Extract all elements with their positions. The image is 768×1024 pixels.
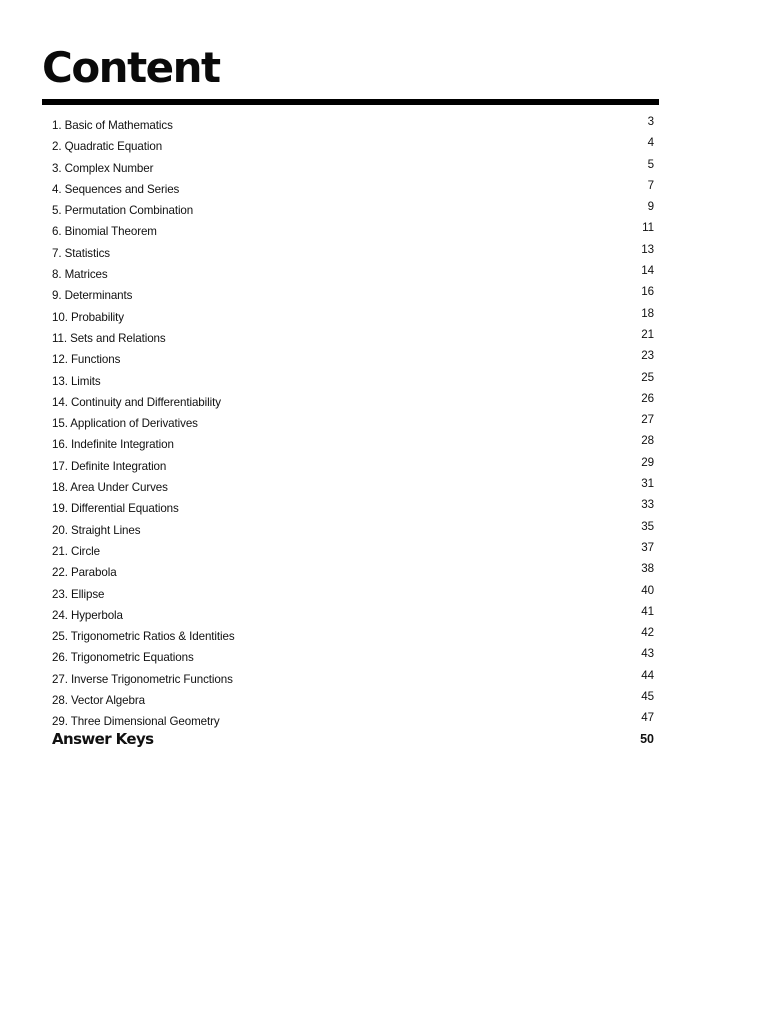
toc-entry-page: 31 bbox=[641, 477, 654, 491]
toc-entry-page: 40 bbox=[641, 583, 654, 597]
title-divider bbox=[42, 99, 659, 105]
toc-entry-title: 2. Quadratic Equation bbox=[52, 140, 163, 154]
toc-entry-page: 47 bbox=[641, 711, 654, 725]
toc-entry-page: 9 bbox=[647, 200, 654, 214]
toc-entry[interactable] bbox=[52, 433, 656, 454]
toc-entry-page: 43 bbox=[641, 647, 654, 661]
toc-entry-page: 5 bbox=[647, 157, 654, 171]
toc-entry-title: 23. Ellipse bbox=[52, 587, 105, 601]
toc-entry[interactable] bbox=[52, 519, 656, 540]
toc-entry[interactable] bbox=[52, 583, 656, 604]
toc-entry-page: 26 bbox=[641, 391, 654, 405]
toc-entry[interactable] bbox=[52, 242, 656, 263]
toc-entry[interactable] bbox=[52, 689, 656, 710]
toc-entry-title: 18. Area Under Curves bbox=[52, 481, 168, 495]
toc-entry[interactable] bbox=[52, 604, 656, 625]
toc-entry-page: 29 bbox=[641, 455, 654, 469]
toc-entry-title: 11. Sets and Relations bbox=[52, 331, 166, 345]
toc-entry-title: 4. Sequences and Series bbox=[52, 182, 180, 196]
toc-entry-page: 23 bbox=[641, 349, 654, 363]
page-title: Content bbox=[42, 43, 220, 92]
table-of-contents bbox=[52, 114, 656, 732]
toc-entry-title: 6. Binomial Theorem bbox=[52, 225, 157, 239]
toc-entry[interactable] bbox=[52, 561, 656, 582]
toc-entry[interactable] bbox=[52, 391, 656, 412]
toc-entry[interactable] bbox=[52, 710, 656, 731]
toc-entry-page: 27 bbox=[641, 413, 654, 427]
toc-entry-title: 17. Definite Integration bbox=[52, 459, 167, 473]
toc-entry[interactable] bbox=[52, 370, 656, 391]
toc-entry-title: 21. Circle bbox=[52, 544, 100, 558]
toc-entry-title: 28. Vector Algebra bbox=[52, 694, 145, 708]
toc-entry-page: 44 bbox=[641, 668, 654, 682]
toc-entry-page: 25 bbox=[641, 370, 654, 384]
toc-entry-title: 27. Inverse Trigonometric Functions bbox=[52, 672, 233, 686]
toc-entry-title: 24. Hyperbola bbox=[52, 608, 123, 622]
toc-entry[interactable] bbox=[52, 284, 656, 305]
toc-entry-title: 5. Permutation Combination bbox=[52, 204, 194, 218]
toc-entry[interactable] bbox=[52, 220, 656, 241]
toc-entry-title: 3. Complex Number bbox=[52, 161, 154, 175]
answer-keys-title: Answer Keys bbox=[52, 730, 154, 748]
toc-entry-title: 16. Indefinite Integration bbox=[52, 438, 174, 452]
toc-entry-page: 18 bbox=[641, 306, 654, 320]
toc-entry[interactable] bbox=[52, 540, 656, 561]
toc-entry-title: 14. Continuity and Differentiability bbox=[52, 395, 221, 409]
toc-entry-page: 37 bbox=[641, 540, 654, 554]
toc-entry[interactable] bbox=[52, 668, 656, 689]
answer-keys-entry[interactable] bbox=[52, 730, 656, 752]
toc-entry-page: 13 bbox=[641, 242, 654, 256]
toc-entry-title: 26. Trigonometric Equations bbox=[52, 651, 194, 665]
toc-entry[interactable] bbox=[52, 497, 656, 518]
toc-entry-page: 14 bbox=[641, 264, 654, 278]
toc-entry-page: 3 bbox=[647, 115, 654, 128]
toc-entry-title: 15. Application of Derivatives bbox=[52, 417, 198, 431]
toc-entry-page: 45 bbox=[641, 690, 654, 704]
toc-entry[interactable] bbox=[52, 412, 656, 433]
toc-entry-title: 19. Differential Equations bbox=[52, 502, 179, 516]
toc-entry-page: 7 bbox=[647, 178, 654, 192]
toc-entry-title: 12. Functions bbox=[52, 353, 121, 367]
toc-entry[interactable] bbox=[52, 476, 656, 497]
toc-entry-page: 16 bbox=[641, 285, 654, 299]
toc-entry-page: 41 bbox=[641, 604, 654, 618]
toc-entry-title: 10. Probability bbox=[52, 310, 124, 324]
toc-entry-title: 22. Parabola bbox=[52, 566, 117, 580]
toc-entry[interactable] bbox=[52, 135, 656, 156]
toc-entry-title: 1. Basic of Mathematics bbox=[52, 119, 173, 132]
toc-entry-title: 25. Trigonometric Ratios & Identities bbox=[52, 630, 235, 644]
toc-entry[interactable] bbox=[52, 455, 656, 476]
toc-entry[interactable] bbox=[52, 348, 656, 369]
toc-entry-page: 42 bbox=[641, 626, 654, 640]
toc-entry[interactable] bbox=[52, 199, 656, 220]
toc-entry[interactable] bbox=[52, 178, 656, 199]
toc-entry-page: 21 bbox=[641, 327, 654, 341]
toc-entry[interactable] bbox=[52, 646, 656, 667]
toc-entry[interactable] bbox=[52, 625, 656, 646]
toc-entry-title: 20. Straight Lines bbox=[52, 523, 141, 537]
toc-entry[interactable] bbox=[52, 157, 656, 178]
toc-entry-page: 35 bbox=[641, 519, 654, 533]
toc-entry-title: 8. Matrices bbox=[52, 268, 108, 282]
toc-entry[interactable] bbox=[52, 306, 656, 327]
toc-entry-title: 13. Limits bbox=[52, 374, 101, 388]
toc-entry-page: 4 bbox=[647, 136, 654, 150]
toc-entry-page: 28 bbox=[641, 434, 654, 448]
answer-keys-page: 50 bbox=[640, 732, 654, 746]
toc-entry-page: 33 bbox=[641, 498, 654, 512]
toc-entry-title: 7. Statistics bbox=[52, 246, 110, 260]
toc-entry[interactable] bbox=[52, 327, 656, 348]
toc-entry-page: 11 bbox=[642, 221, 654, 235]
toc-entry-page: 38 bbox=[641, 562, 654, 576]
toc-entry[interactable] bbox=[52, 263, 656, 284]
toc-entry-title: 9. Determinants bbox=[52, 289, 133, 303]
toc-entry-title: 29. Three Dimensional Geometry bbox=[52, 715, 220, 729]
toc-entry[interactable] bbox=[52, 114, 656, 135]
